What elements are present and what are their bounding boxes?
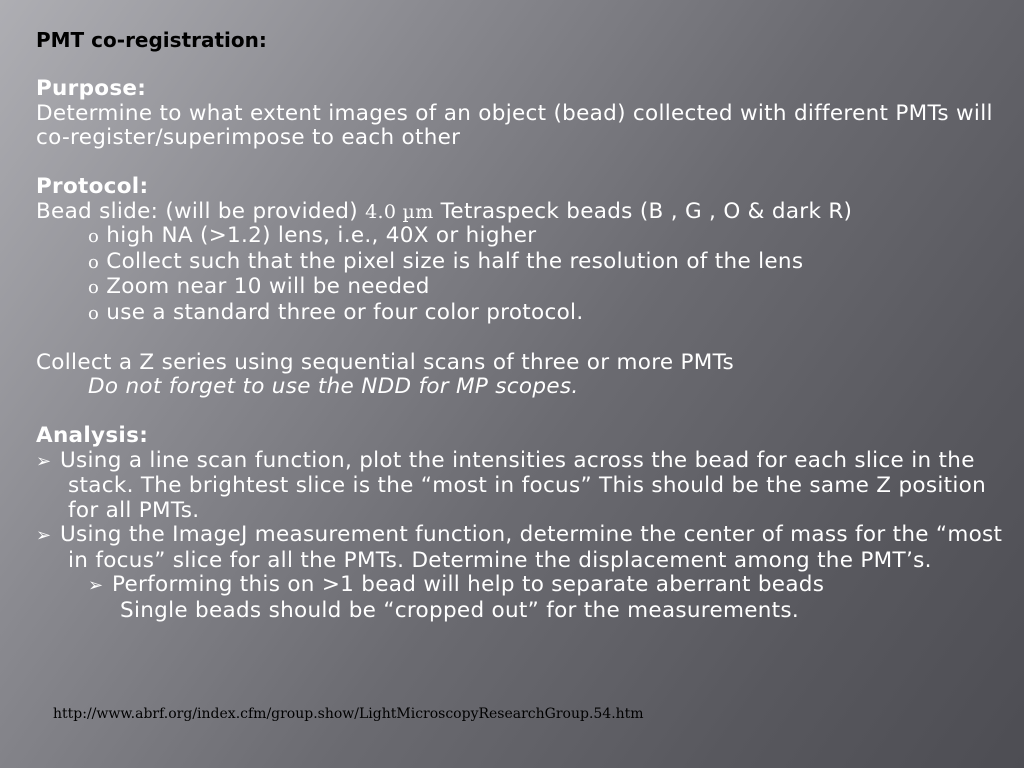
analysis-sub-item: ➢ Performing this on >1 bead will help to separate aberrant beads <box>88 572 825 597</box>
protocol-heading: Protocol: <box>36 174 149 199</box>
slide-content <box>36 28 1006 623</box>
spacer <box>36 151 1006 176</box>
bead-slide-line <box>36 200 1006 225</box>
purpose-text: Determine to what extent images of an object (bead) collected with different PMTs will co-register/superimpose to each other <box>36 100 993 150</box>
source-url[interactable]: http://www.abrf.org/index.cfm/group.show/LightMicroscopyResearchGroup.54.htm <box>53 706 644 722</box>
bead-slide-suffix: Tetraspeck beads (B , G , O & dark R) <box>433 198 853 224</box>
protocol-item: o Zoom near 10 will be needed <box>88 274 430 299</box>
protocol-item: o use a standard three or four color protocol. <box>88 299 584 325</box>
circle-bullet-icon: o <box>88 226 100 247</box>
analysis-item: ➢ Using a line scan function, plot the intensities across the bead for each slice in the stack. The brightest slice is the “most in focus” This should be the same Z position for all PMTs. <box>36 447 987 523</box>
arrow-bullet-icon: ➢ <box>36 525 52 546</box>
z-series-text: Collect a Z series using sequential scans of three or more PMTs <box>36 349 735 375</box>
circle-bullet-icon: o <box>88 251 100 273</box>
arrow-bullet-icon: ➢ <box>36 450 52 472</box>
analysis-sub-item-continuation: Single beads should be “cropped out” for the measurements. <box>120 597 800 623</box>
circle-bullet-icon: o <box>88 277 100 298</box>
analysis-heading: Analysis: <box>36 423 149 448</box>
protocol-item: o Collect such that the pixel size is half the resolution of the lens <box>88 248 804 274</box>
arrow-bullet-icon: ➢ <box>88 575 104 596</box>
spacer <box>36 53 1006 78</box>
analysis-item: ➢ Using the ImageJ measurement function, determine the center of mass for the “most in focus” slice for all the PMTs. Determine the displacement among the PMT’s. <box>36 522 1003 573</box>
bead-size: 4.0 µm <box>365 200 434 223</box>
protocol-item: o high NA (>1.2) lens, i.e., 40X or higher <box>88 223 537 248</box>
ndd-note: Do not forget to use the NDD for MP scopes. <box>88 374 579 399</box>
circle-bullet-icon: o <box>88 302 100 324</box>
bead-slide-prefix: Bead slide: (will be provided) <box>36 198 366 224</box>
spacer <box>36 400 1006 425</box>
slide-title: PMT co-registration: <box>36 28 267 52</box>
purpose-heading: Purpose: <box>36 76 147 101</box>
spacer <box>36 326 1006 351</box>
